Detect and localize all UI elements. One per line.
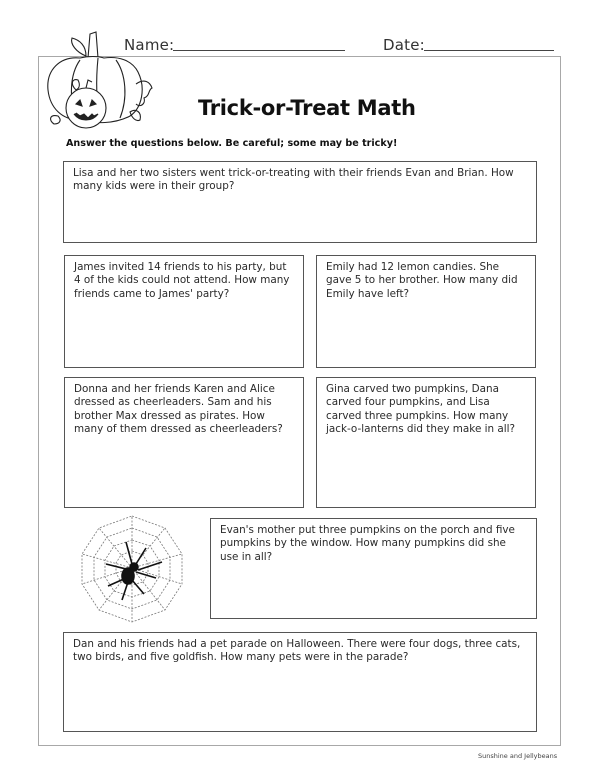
question-box-2[interactable] bbox=[64, 255, 304, 368]
question-box-1[interactable] bbox=[63, 161, 537, 243]
name-label: Name: bbox=[124, 36, 175, 54]
worksheet-title: Trick-or-Treat Math bbox=[198, 96, 416, 120]
question-box-5[interactable] bbox=[316, 377, 536, 508]
question-text: Gina carved two pumpkins, Dana carved four pumpkins, and Lisa carved three pumpkins. How many jack-o-lanterns did they make in all? bbox=[326, 383, 516, 436]
pumpkin-icon bbox=[40, 28, 155, 133]
question-text: Evan's mother put three pumpkins on the porch and five pumpkins by the window. How many pumpkins did she use in all? bbox=[220, 524, 515, 563]
question-text: Emily had 12 lemon candies. She gave 5 to her brother. How many did Emily have left? bbox=[326, 261, 518, 300]
question-box-6[interactable] bbox=[210, 518, 537, 619]
footer-credit: Sunshine and Jellybeans bbox=[478, 752, 558, 760]
question-box-7[interactable] bbox=[63, 632, 537, 732]
question-text: James invited 14 friends to his party, but 4 of the kids could not attend. How many friends came to James' party? bbox=[74, 261, 290, 300]
question-text: Donna and her friends Karen and Alice dressed as cheerleaders. Sam and his brother Max dressed as pirates. How many of them dressed as cheerleaders? bbox=[74, 383, 283, 436]
question-text: Lisa and her two sisters went trick-or-treating with their friends Evan and Brian. How many kids were in their group? bbox=[73, 167, 514, 193]
name-field[interactable] bbox=[173, 50, 345, 51]
question-text: Dan and his friends had a pet parade on Halloween. There were four dogs, three cats, two birds, and five goldfish. How many pets were in the parade? bbox=[73, 638, 521, 664]
date-field[interactable] bbox=[424, 50, 554, 51]
question-box-4[interactable] bbox=[64, 377, 304, 508]
spider-web-icon bbox=[62, 512, 202, 624]
instructions: Answer the questions below. Be careful; some may be tricky! bbox=[66, 138, 398, 149]
question-box-3[interactable] bbox=[316, 255, 536, 368]
date-label: Date: bbox=[383, 36, 425, 54]
